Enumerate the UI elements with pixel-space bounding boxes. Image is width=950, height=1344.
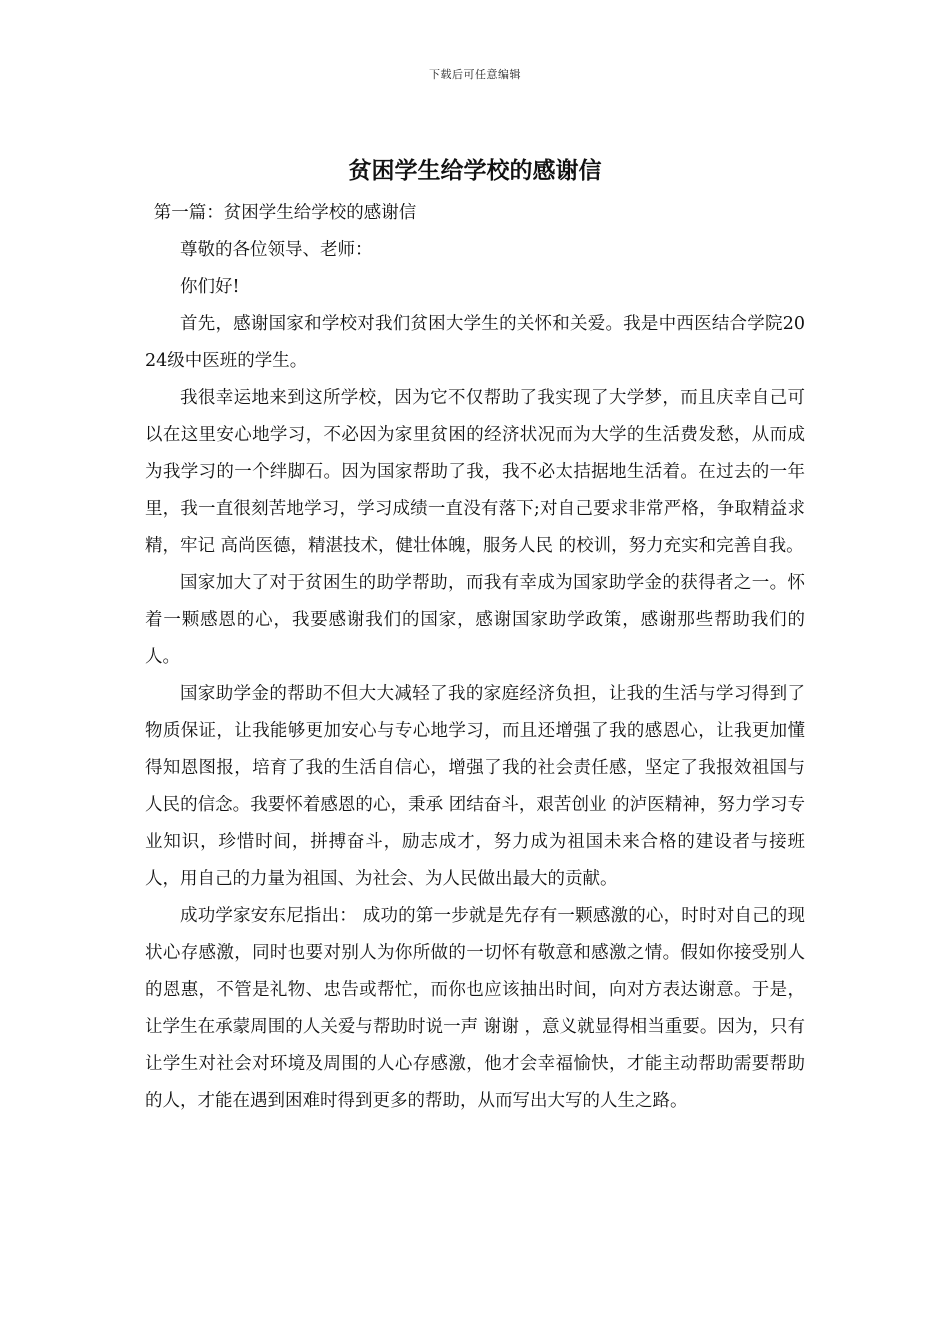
body-paragraph: 我很幸运地来到这所学校，因为它不仅帮助了我实现了大学梦，而且庆幸自己可以在这里安心地学习，不必因为家里贫困的经济状况而为大学的生活费发愁，从而成为我学习的一个绊脚石。因为国家帮助了我，我不必太拮据地生活着。在过去的一年里，我一直很刻苦地学习，学习成绩一直没有落下;对自己要求非常严格，争取精益求精，牢记 高尚医德，精湛技术，健壮体魄，服务人民 的校训，努力充实和完善自我。 (145, 388, 805, 556)
document-title: 贫困学生给学校的感谢信 (348, 157, 602, 184)
letter-body (145, 195, 805, 1120)
section-heading: 第一篇：贫困学生给学校的感谢信 (153, 203, 417, 223)
body-paragraph: 首先，感谢国家和学校对我们贫困大学生的关怀和关爱。我是中西医结合学院2024级中医班的学生。 (145, 314, 805, 371)
greeting: 你们好! (180, 277, 240, 297)
page-header-note: 下载后可任意编辑 (429, 68, 521, 81)
body-paragraph: 国家助学金的帮助不但大大减轻了我的家庭经济负担，让我的生活与学习得到了物质保证，让我能够更加安心与专心地学习，而且还增强了我的感恩心，让我更加懂得知恩图报，培育了我的生活自信心，增强了我的社会责任感，坚定了我报效祖国与人民的信念。我要怀着感恩的心，秉承 团结奋斗，艰苦创业 的泸医精神，努力学习专业知识，珍惜时间，拼搏奋斗，励志成才，努力成为祖国未来合格的建设者与接班人，用自己的力量为祖国、为社会、为人民做出最大的贡献。 (145, 684, 805, 889)
salutation: 尊敬的各位领导、老师： (180, 240, 373, 260)
body-paragraph: 成功学家安东尼指出： 成功的第一步就是先存有一颗感激的心，时时对自己的现状心存感激，同时也要对别人为你所做的一切怀有敬意和感激之情。假如你接受别人的恩惠，不管是礼物、忠告或帮忙，而你也应该抽出时间，向对方表达谢意。于是，让学生在承蒙周围的人关爱与帮助时说一声 谢谢 ，意义就显得相当重要。因为，只有让学生对社会对环境及周围的人心存感激，他才会幸福愉快，才能主动帮助需要帮助的人，才能在遇到困难时得到更多的帮助，从而写出大写的人生之路。 (145, 906, 805, 1111)
body-paragraph: 国家加大了对于贫困生的助学帮助，而我有幸成为国家助学金的获得者之一。怀着一颗感恩的心，我要感谢我们的国家，感谢国家助学政策，感谢那些帮助我们的人。 (145, 573, 805, 667)
